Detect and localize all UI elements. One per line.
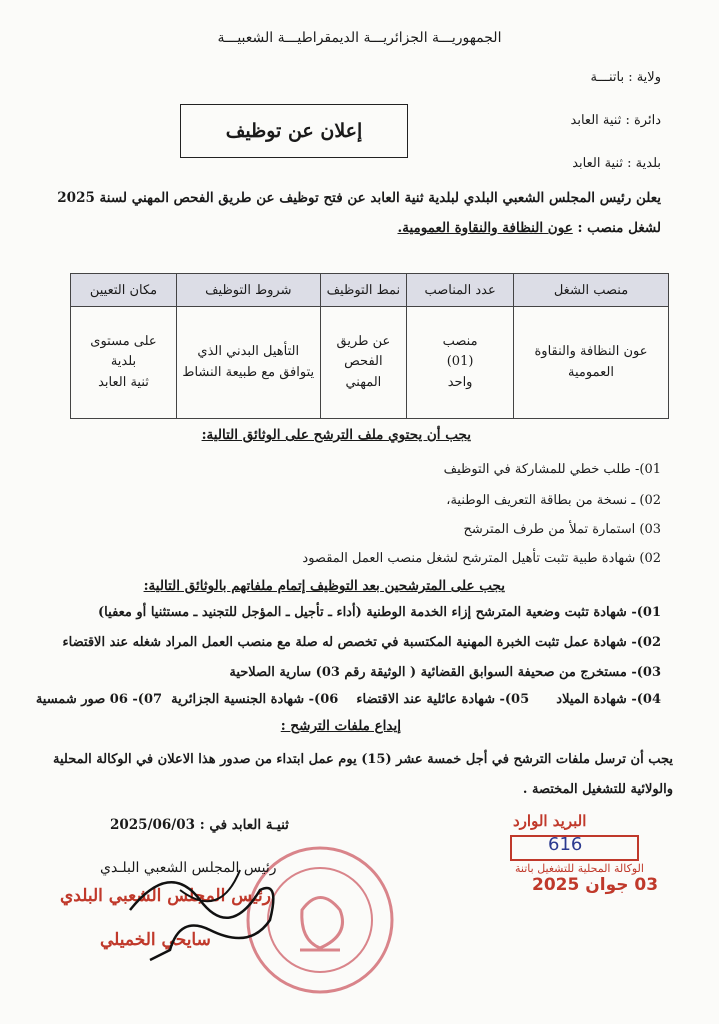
col-header-post: منصب الشغل <box>514 274 669 307</box>
col-header-count: عدد المناصب <box>407 274 514 307</box>
cell-mode <box>320 307 407 419</box>
table-header-row <box>71 274 669 307</box>
cell-text: يتوافق مع طبيعة النشاط <box>182 364 315 380</box>
cell-text: التأهيل البدني الذي <box>197 344 300 360</box>
cell-text: العمومية <box>568 364 614 380</box>
mayor-name: سايحي الخميلي <box>100 930 211 950</box>
intro-post-name: عون النظافة والنقاوة العمومية. <box>397 220 573 236</box>
col-header-conditions: شروط التوظيف <box>176 274 320 307</box>
cell-place <box>71 307 177 419</box>
cell-text: منصب <box>442 334 478 350</box>
cell-text: بلدية <box>110 354 137 370</box>
intro-line-1: يعلن رئيس المجلس الشعبي البلدي لبلدية ثنية العابد عن فتح توظيف عن طريق الفحص المهني لسنة 2025 <box>57 190 661 206</box>
post-stamp-title: البريد الوارد <box>513 812 587 830</box>
list-item: 04)- شهادة الميلاد 05)- شهادة عائلية عند الاقتضاء 06)- شهادة الجنسية الجزائرية 07)- 06 صور شمسية <box>35 692 661 707</box>
cell-text: على مستوى <box>90 334 157 350</box>
republic-header: الجمهوريـــة الجزائريـــة الديمقراطيـــة الشعبيـــة <box>217 30 502 46</box>
cell-text: عون النظافة والنقاوة <box>534 344 648 360</box>
daira-label: دائرة : ثنية العابد <box>570 113 661 128</box>
intro-line-2 <box>398 220 662 236</box>
mayor-title: رئيس المجلس الشعبي البلـدي <box>100 860 277 876</box>
cell-text: المهني <box>345 374 382 390</box>
announcement-title-text: إعلان عن توظيف <box>225 120 363 142</box>
cell-text: واحد <box>447 374 473 390</box>
cell-text: الفحص <box>344 354 383 370</box>
col-header-mode: نمط التوظيف <box>320 274 407 307</box>
section2-title: يجب على المترشحين بعد التوظيف إتمام ملفاتهم بالوثائق التالية: <box>143 578 505 594</box>
cell-post <box>514 307 669 419</box>
cell-text: (01) <box>446 354 474 370</box>
cell-text: عن طريق <box>336 334 391 350</box>
cell-count <box>407 307 514 419</box>
list-item: 01)- شهادة تثبت وضعية المترشح إزاء الخدمة الوطنية (أداء ـ تأجيل ـ المؤجل للتجنيد ـ مستثنيا أو معفيا) <box>98 605 661 620</box>
table-row <box>71 307 669 419</box>
post-stamp-subtitle: الوكالة المحلية للتشغيل باتنة <box>515 862 644 875</box>
wilaya-label: ولاية : باتنـــة <box>590 70 661 85</box>
list-item: 02)- شهادة عمل تثبت الخبرة المهنية المكتسبة في تخصص له صلة مع منصب العمل المراد شغله عند الاقتضاء <box>62 635 661 650</box>
place-date: ثنيـة العابد في : 2025/06/03 <box>110 817 289 833</box>
signature-scribble <box>110 850 310 970</box>
list-item: 01)- طلب خطي للمشاركة في التوظيف <box>443 462 661 477</box>
section1-title: يجب أن يحتوي ملف الترشح على الوثائق التالية: <box>201 427 471 443</box>
intro-line-2-prefix: لشغل منصب : <box>577 220 661 236</box>
mayor-stamp-title: رئيس المجلس الشعبي البلدي <box>60 886 271 906</box>
deposit-text: يجب أن ترسل ملفات الترشح في أجل خمسة عشر (15) يوم عمل ابتداء من صدور هذا الاعلان في الوكالة المحلية والولائية للتشغيل المختصة . <box>53 752 673 797</box>
list-item: 03)- مستخرج من صحيفة السوابق القضائية ( الوثيقة رقم 03) سارية الصلاحية <box>229 665 661 680</box>
cell-conditions <box>176 307 320 419</box>
commune-label: بلدية : ثنية العابد <box>572 156 661 171</box>
post-stamp-number: 616 <box>548 834 583 855</box>
announcement-title <box>180 104 408 158</box>
deposit-title: إيداع ملفات الترشح : <box>280 718 401 734</box>
post-stamp-date: 03 جوان 2025 <box>532 875 659 895</box>
list-item: 03) استمارة تملأ من طرف المترشح <box>463 522 661 537</box>
cell-text: ثنية العابد <box>98 374 149 390</box>
jobs-table <box>70 273 669 419</box>
col-header-place: مكان التعيين <box>71 274 177 307</box>
list-item: 02) شهادة طبية تثبت تأهيل المترشح لشغل منصب العمل المقصود <box>302 551 661 566</box>
list-item: 02) ـ نسخة من بطاقة التعريف الوطنية، <box>446 493 661 508</box>
